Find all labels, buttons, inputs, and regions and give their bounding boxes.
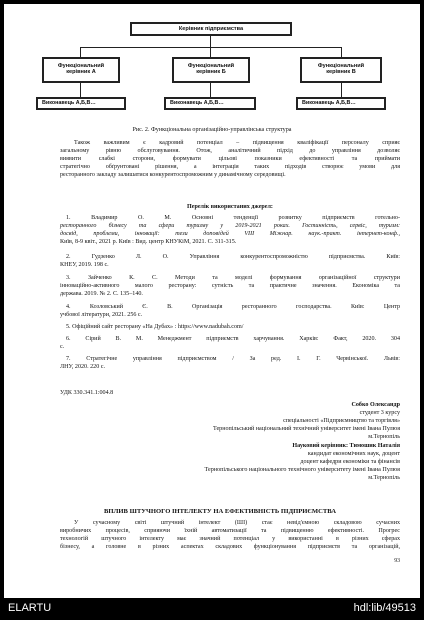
manager-label: керівник В <box>326 69 356 76</box>
reference-line: інноваційно-активного малого ресторану: сутність та практичне значення. Економіка та <box>60 283 400 289</box>
page-number: 93 <box>394 558 400 564</box>
manager-c-box <box>300 57 382 83</box>
manager-a-box <box>42 57 120 83</box>
figure-caption: Рис. 2. Функціональна організаційно-управлінська структура <box>132 127 292 133</box>
article-line: У сучасному світі штучний інтелект (ШІ) стає невід'ємною складовою сучасних <box>74 520 400 526</box>
reference-line: 3. Зайченко К. С. Методи та моделі формування організаційної структури <box>66 275 400 281</box>
top-manager-label: Керівник підприємства <box>178 26 244 32</box>
supervisor-info: м.Тернопіль <box>368 475 400 481</box>
article-line: бізнесу, а головне в різних аспектах складових функціонування підприємств та організацій, <box>60 544 400 550</box>
executor-box <box>36 97 126 110</box>
reference-line: 4. Козловський Є. В. Організація ресторанного господарства. Київ: Центр <box>66 304 400 310</box>
repository-name: ELARTU <box>8 602 52 614</box>
reference-line: держава. 2019. № 2. С. 135–140. <box>60 291 143 297</box>
reference-line: 2. Гудзенко Л. О. Управління конкурентоспроможністю підприємства. Київ: <box>66 254 400 260</box>
paragraph-line: ресторанного закладу залишатися конкурентоспроможним у динамічному середовищі. <box>60 172 286 178</box>
reference-line: ресторанного бізнесу та сфери туризму у 2019-2021 роках. Гостинність, сервіс, туризм: <box>60 223 400 229</box>
reference-line: 6. Сірий В. М. Менеджмент підприємств харчування. Харків: Факт, 2020. 304 <box>66 336 400 342</box>
author-name: Собко Олександр <box>351 402 400 408</box>
references-title: Перелік використаних джерел: <box>187 204 273 210</box>
manager-label: керівник А <box>66 69 96 76</box>
manager-label: Функціональний <box>187 63 235 69</box>
connector-line <box>80 83 81 97</box>
reference-line: с. <box>60 344 65 350</box>
executor-box <box>164 97 256 110</box>
supervisor-info: кандидат економічних наук, доцент <box>307 451 400 457</box>
reference-line: 5. Офіційний сайт ресторану «На Дубах» : https://www.nadubah.com/ <box>66 324 244 330</box>
paragraph-line: Також важливим є кадровий потенціал – підвищення кваліфікації персоналу сприяє <box>74 140 400 146</box>
article-title: ВПЛИВ ШТУЧНОГО ІНТЕЛЕКТУ НА ЕФЕКТИВНІСТЬ ПІДПРИЄМСТВА <box>103 508 337 515</box>
paragraph-line: загальному рівню обслуговування. Отож, аналітичний підхід до управління дозволяє <box>60 148 400 154</box>
executor-label: Виконавець А,Б,В… <box>170 100 224 106</box>
paragraph-line: стратегічно обґрунтовані рішення, а інтеграція таких підходів створює умови для <box>60 164 400 170</box>
paragraph-line: виявити слабкі сторони, формувати цільові показники ефективності та приймати <box>60 156 400 162</box>
reference-line: 7. Стратегічне управління підприємством / За ред. І. Г. Червінської. Львів: <box>66 356 400 362</box>
author-info: спеціальності «Підприємництво та торгівля» <box>283 418 400 424</box>
supervisor-name: Науковий керівник: Тимошик Наталія <box>292 443 400 449</box>
author-info: Тернопільський національний технічний університет імені Івана Пулюя <box>212 426 400 432</box>
executor-label: Виконавець А,Б,В… <box>302 100 356 106</box>
executor-box <box>296 97 386 110</box>
udk-code: УДК 330.341.1:004.8 <box>60 390 114 396</box>
reference-line: КНЕУ, 2019. 198 с. <box>60 262 109 268</box>
reference-line: Київ, 8-9 квіт., 2021 р. Київ : Вид. центр КНУКіМ, 2021. С. 311-315. <box>60 239 237 245</box>
connector-line <box>80 47 342 48</box>
handle-id: hdl:lib/49513 <box>353 602 416 614</box>
connector-line <box>210 36 211 47</box>
connector-line <box>210 47 211 57</box>
manager-label: Функціональний <box>317 63 365 69</box>
connector-line <box>210 83 211 97</box>
article-line: технологій штучного інтелекту має значний потенціал у використанні в різних сферах <box>60 536 400 542</box>
footer-bar <box>0 598 424 620</box>
reference-line: досвід, проблеми, інновації: тези доповідей VIII Міжнар. наук.-практ. інтернет-конф., <box>60 231 400 237</box>
connector-line <box>80 47 81 57</box>
article-line: виробничих процесів, сприяючи їхній автоматизації та підвищенню ефективності. Прогрес <box>60 528 400 534</box>
top-manager-box <box>130 22 292 36</box>
executor-label: Виконавець А,Б,В… <box>42 100 96 106</box>
reference-line: учбової літератури, 2021. 256 с. <box>60 312 143 318</box>
connector-line <box>341 47 342 57</box>
supervisor-info: Тернопільського національного технічного університету імені Івана Пулюя <box>204 467 400 473</box>
supervisor-info: доцент кафедри економіки та фінансів <box>300 459 400 465</box>
reference-line: ЛНУ, 2020. 220 с. <box>60 364 106 370</box>
author-info: м.Тернопіль <box>368 434 400 440</box>
manager-label: керівник Б <box>196 69 226 76</box>
manager-label: Функціональний <box>57 63 105 69</box>
manager-b-box <box>172 57 250 83</box>
connector-line <box>341 83 342 97</box>
reference-line: 1. Владимир О. М. Основні тенденції розвитку підприємств готельно- <box>66 215 400 221</box>
author-info: студент 3 курсу <box>359 410 400 416</box>
document-page <box>4 4 420 598</box>
